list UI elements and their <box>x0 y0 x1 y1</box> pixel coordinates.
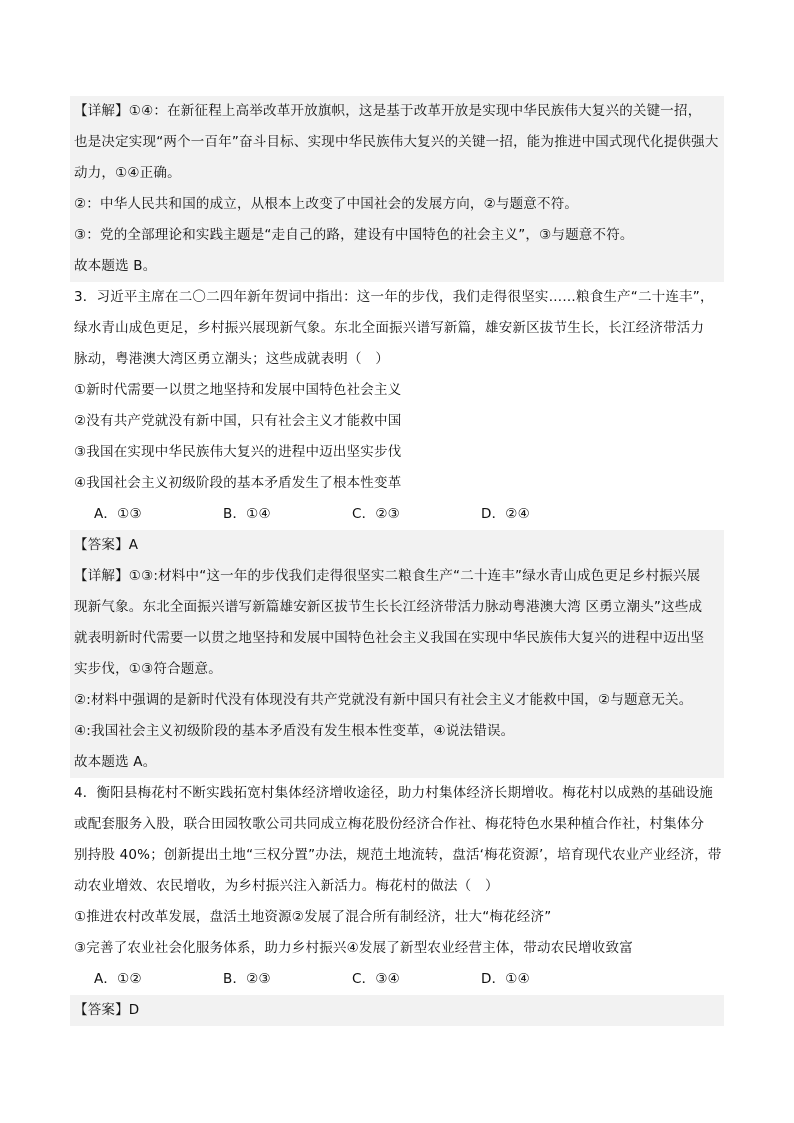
explanation-line: ②：中华人民共和国的成立，从根本上改变了中国社会的发展方向，②与题意不符。 <box>70 189 724 220</box>
explanation-line: 就表明新时代需要一以贯之地坚持和发展中国特色社会主义我国在实现中华民族伟大复兴的进程中迈出坚 <box>70 623 724 654</box>
explanation-block-q2 <box>70 96 724 282</box>
choice-d: D．②④ <box>481 506 530 522</box>
explanation-conclusion: 故本题选 B。 <box>70 251 724 282</box>
explanation-line: 实步伐，①③符合题意。 <box>70 654 724 685</box>
choice-a: A．①③ <box>94 506 142 522</box>
explanation-line: ③：党的全部理论和实践主题是“走自己的路，建设有中国特色的社会主义”，③与题意不符。 <box>70 220 724 251</box>
question-3-option: ③我国在实现中华民族伟大复兴的进程中迈出坚实步伐 <box>74 444 402 460</box>
question-3-stem-line: 3．习近平主席在二〇二四年新年贺词中指出：这一年的步伐，我们走得很坚实……粮食生产“二十连丰”， <box>74 289 714 305</box>
question-3-stem-line: 脉动，粤港澳大湾区勇立潮头；这些成就表明（ ） <box>74 351 390 367</box>
question-4-answer: 【答案】D <box>70 995 724 1026</box>
explanation-line: ②:材料中强调的是新时代没有体现没有共产党就没有新中国只有社会主义才能救中国，②与题意无关。 <box>70 685 724 716</box>
question-4 <box>70 778 724 1026</box>
question-4-option: ③完善了农业社会化服务体系，助力乡村振兴④发展了新型农业经营主体，带动农民增收致富 <box>74 940 633 956</box>
choice-c: C．③④ <box>352 971 400 987</box>
choice-b: B．①④ <box>223 506 271 522</box>
explanation-line: 现新气象。东北全面振兴谱写新篇雄安新区拔节生长长江经济带活力脉动粤港澳大湾 区勇立潮头”这些成 <box>70 592 724 623</box>
question-3-option: ①新时代需要一以贯之地坚持和发展中国特色社会主义 <box>74 382 402 398</box>
explanation-line: 【详解】①④：在新征程上高举改革开放旗帜，这是基于改革开放是实现中华民族伟大复兴的关键一招， <box>70 96 724 127</box>
explanation-line: 也是决定实现“两个一百年”奋斗目标、实现中华民族伟大复兴的关键一招，能为推进中国式现代化提供强大 <box>70 127 724 158</box>
explanation-conclusion: 故本题选 A。 <box>70 747 724 778</box>
question-3-stem-line: 绿水青山成色更足，乡村振兴展现新气象。东北全面振兴谱写新篇，雄安新区拔节生长，长江经济带活力 <box>74 320 705 336</box>
explanation-line: 【详解】①③:材料中“这一年的步伐我们走得很坚实二粮食生产“二十连丰”绿水青山成色更足乡村振兴展 <box>70 561 724 592</box>
choice-a: A．①② <box>94 971 142 987</box>
document-content <box>70 96 724 1026</box>
question-3-answer: 【答案】A <box>70 530 724 561</box>
question-3-option: ②没有共产党就没有新中国，只有社会主义才能救中国 <box>74 413 402 429</box>
question-4-stem-line: 或配套服务入股，联合田园牧歌公司共同成立梅花股份经济合作社、梅花特色水果种植合作社，村集体分 <box>74 816 705 832</box>
explanation-line: ④:我国社会主义初级阶段的基本矛盾没有发生根本性变革，④说法错误。 <box>70 716 724 747</box>
question-4-stem-line: 别持股 40%；创新提出土地“三权分置”办法，规范土地流转，盘活‘梅花资源’，培育现代农业产业经济，带 <box>74 847 722 863</box>
choice-b: B．②③ <box>223 971 271 987</box>
question-4-option: ①推进农村改革发展，盘活土地资源②发展了混合所有制经济，壮大“梅花经济” <box>74 909 552 925</box>
question-3-option: ④我国社会主义初级阶段的基本矛盾发生了根本性变革 <box>74 475 402 491</box>
choice-c: C．②③ <box>352 506 400 522</box>
choice-d: D．①④ <box>481 971 530 987</box>
question-3 <box>70 282 724 778</box>
question-4-choices <box>70 964 724 995</box>
question-3-choices <box>70 499 724 530</box>
question-4-stem-line: 4．衡阳县梅花村不断实践拓宽村集体经济增收途径，助力村集体经济长期增收。梅花村以成熟的基础设施 <box>74 785 713 801</box>
explanation-line: 动力，①④正确。 <box>70 158 724 189</box>
question-4-stem-line: 动农业增效、农民增收，为乡村振兴注入新活力。梅花村的做法（ ） <box>74 878 499 894</box>
